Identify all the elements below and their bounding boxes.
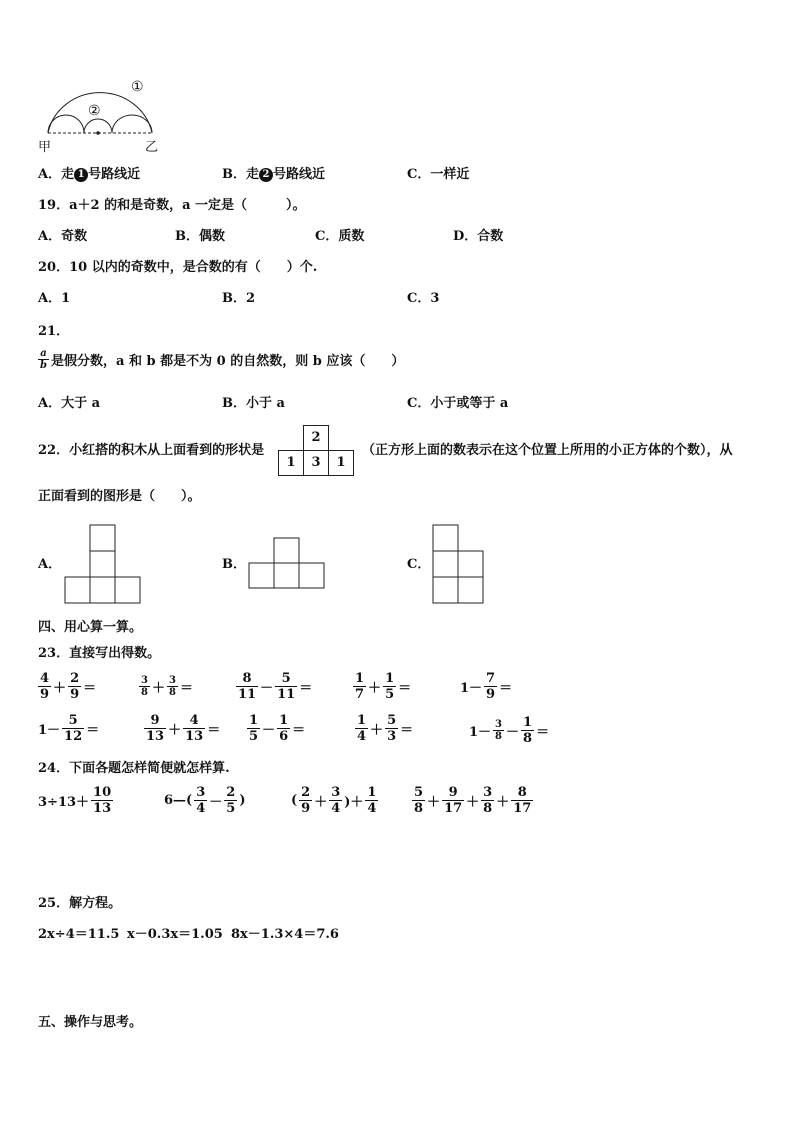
top-view-cell: 1 [329, 451, 354, 476]
q24-expr-2: 6—( $\frac{3}{4}$ － $\frac{2}{5}$ ) [164, 785, 246, 816]
section-5-heading: 五、操作与思考。 [38, 1015, 143, 1030]
q25-stem: 25．解方程。 [38, 896, 122, 911]
section-4-heading: 四、用心算一算。 [38, 620, 143, 635]
q25-equation-1: 2x÷4＝11.5 [38, 927, 120, 942]
top-view-cell: 2 [304, 426, 329, 451]
q23-expr-6: 1－ $\frac{5}{12}$ ＝ [38, 713, 100, 744]
q23-expr-2: $\frac{3}{8}$ ＋ $\frac{3}{8}$ ＝ [141, 675, 193, 698]
q23-expr-8: $\frac{1}{5}$ － $\frac{1}{6}$ ＝ [249, 713, 306, 744]
q21-option-b[interactable]: B．小于 a [222, 396, 285, 411]
q18-option-c[interactable]: C．一样近 [407, 167, 470, 182]
q23-expr-7: $\frac{9}{13}$ ＋ $\frac{4}{13}$ ＝ [146, 713, 221, 744]
q18-option-b[interactable]: B．走 2 号路线近 [222, 167, 326, 182]
route-2-label: ② [88, 103, 101, 119]
q24-expr-3: ( $\frac{2}{9}$ ＋ $\frac{3}{4}$ )＋ $\frac{1}{4}$ [291, 785, 377, 816]
q22-option-a-figure[interactable] [64, 524, 142, 604]
q19-option-b[interactable]: B．偶数 [175, 229, 225, 244]
q25-equation-2: x－0.3x＝1.05 [127, 927, 223, 942]
q24-expr-1: 3÷13＋ $\frac{10}{13}$ [38, 785, 112, 816]
q22-option-b-label[interactable]: B． [222, 557, 246, 572]
q22-stem-pre: 22．小红搭的积木从上面看到的形状是 [38, 443, 265, 458]
q20-option-c[interactable]: C．3 [407, 291, 440, 306]
q21-option-c[interactable]: C．小于或等于 a [407, 396, 509, 411]
q22-option-b-figure[interactable] [248, 537, 326, 591]
q20-option-a[interactable]: A．1 [38, 291, 71, 306]
q23-expr-1: $\frac{4}{9}$ ＋ $\frac{2}{9}$ ＝ [40, 671, 97, 702]
q23-expr-10: 1－ $\frac{3}{8}$ － $\frac{1}{8}$ ＝ [469, 715, 550, 746]
q25-equation-3: 8x－1.3×4＝7.6 [231, 927, 339, 942]
q23-expr-9: $\frac{1}{4}$ ＋ $\frac{5}{3}$ ＝ [357, 713, 414, 744]
route-2-arc-mid [84, 119, 112, 133]
route-1-label: ① [131, 79, 144, 95]
top-view-cell: 1 [279, 451, 304, 476]
q19-stem: 19．a＋2 的和是奇数，a 一定是（ ）。 [38, 198, 306, 213]
q20-option-b[interactable]: B．2 [222, 291, 256, 306]
q22-stem-line2: 正面看到的图形是（ ）。 [38, 489, 201, 504]
q19-option-a[interactable]: A．奇数 [38, 229, 88, 244]
q21-option-a[interactable]: A．大于 a [38, 396, 101, 411]
q24-stem: 24．下面各题怎样简便就怎样算. [38, 761, 230, 776]
top-view-cell: 3 [304, 451, 329, 476]
top-view-grid [278, 425, 354, 476]
q22-stem-post: （正方形上面的数表示在这个位置上所用的小正方体的个数），从 [362, 443, 733, 458]
q18-option-a[interactable]: A．走 1 号路线近 [38, 167, 141, 182]
q21-number: 21． [38, 324, 70, 339]
point-yi: 乙 [145, 140, 159, 155]
q22-option-c-figure[interactable] [432, 524, 486, 604]
q22-option-c-label[interactable]: C． [407, 557, 431, 572]
q20-stem: 20．10 以内的奇数中，是合数的有（ ）个. [38, 260, 318, 275]
q23-expr-3: $\frac{8}{11}$ － $\frac{5}{11}$ ＝ [238, 671, 313, 702]
q19-option-c[interactable]: C．质数 [315, 229, 365, 244]
q21-stem: $\frac{a}{b}$ 是假分数，a 和 b 都是不为 0 的自然数，则 b 应该（ ） [40, 348, 405, 371]
q23-expr-4: $\frac{1}{7}$ ＋ $\frac{1}{5}$ ＝ [355, 671, 412, 702]
q23-stem: 23．直接写出得数。 [38, 646, 161, 661]
q23-expr-5: 1－ $\frac{7}{9}$ ＝ [460, 671, 513, 702]
point-jia: 甲 [38, 140, 52, 155]
route-diagram [40, 80, 170, 140]
q24-expr-4: $\frac{5}{8}$ ＋ $\frac{9}{17}$ ＋ $\frac{3}{8}$ ＋ $\frac{8}{17}$ [414, 785, 532, 816]
q22-option-a-label[interactable]: A． [38, 557, 62, 572]
q19-option-d[interactable]: D．合数 [453, 229, 504, 244]
